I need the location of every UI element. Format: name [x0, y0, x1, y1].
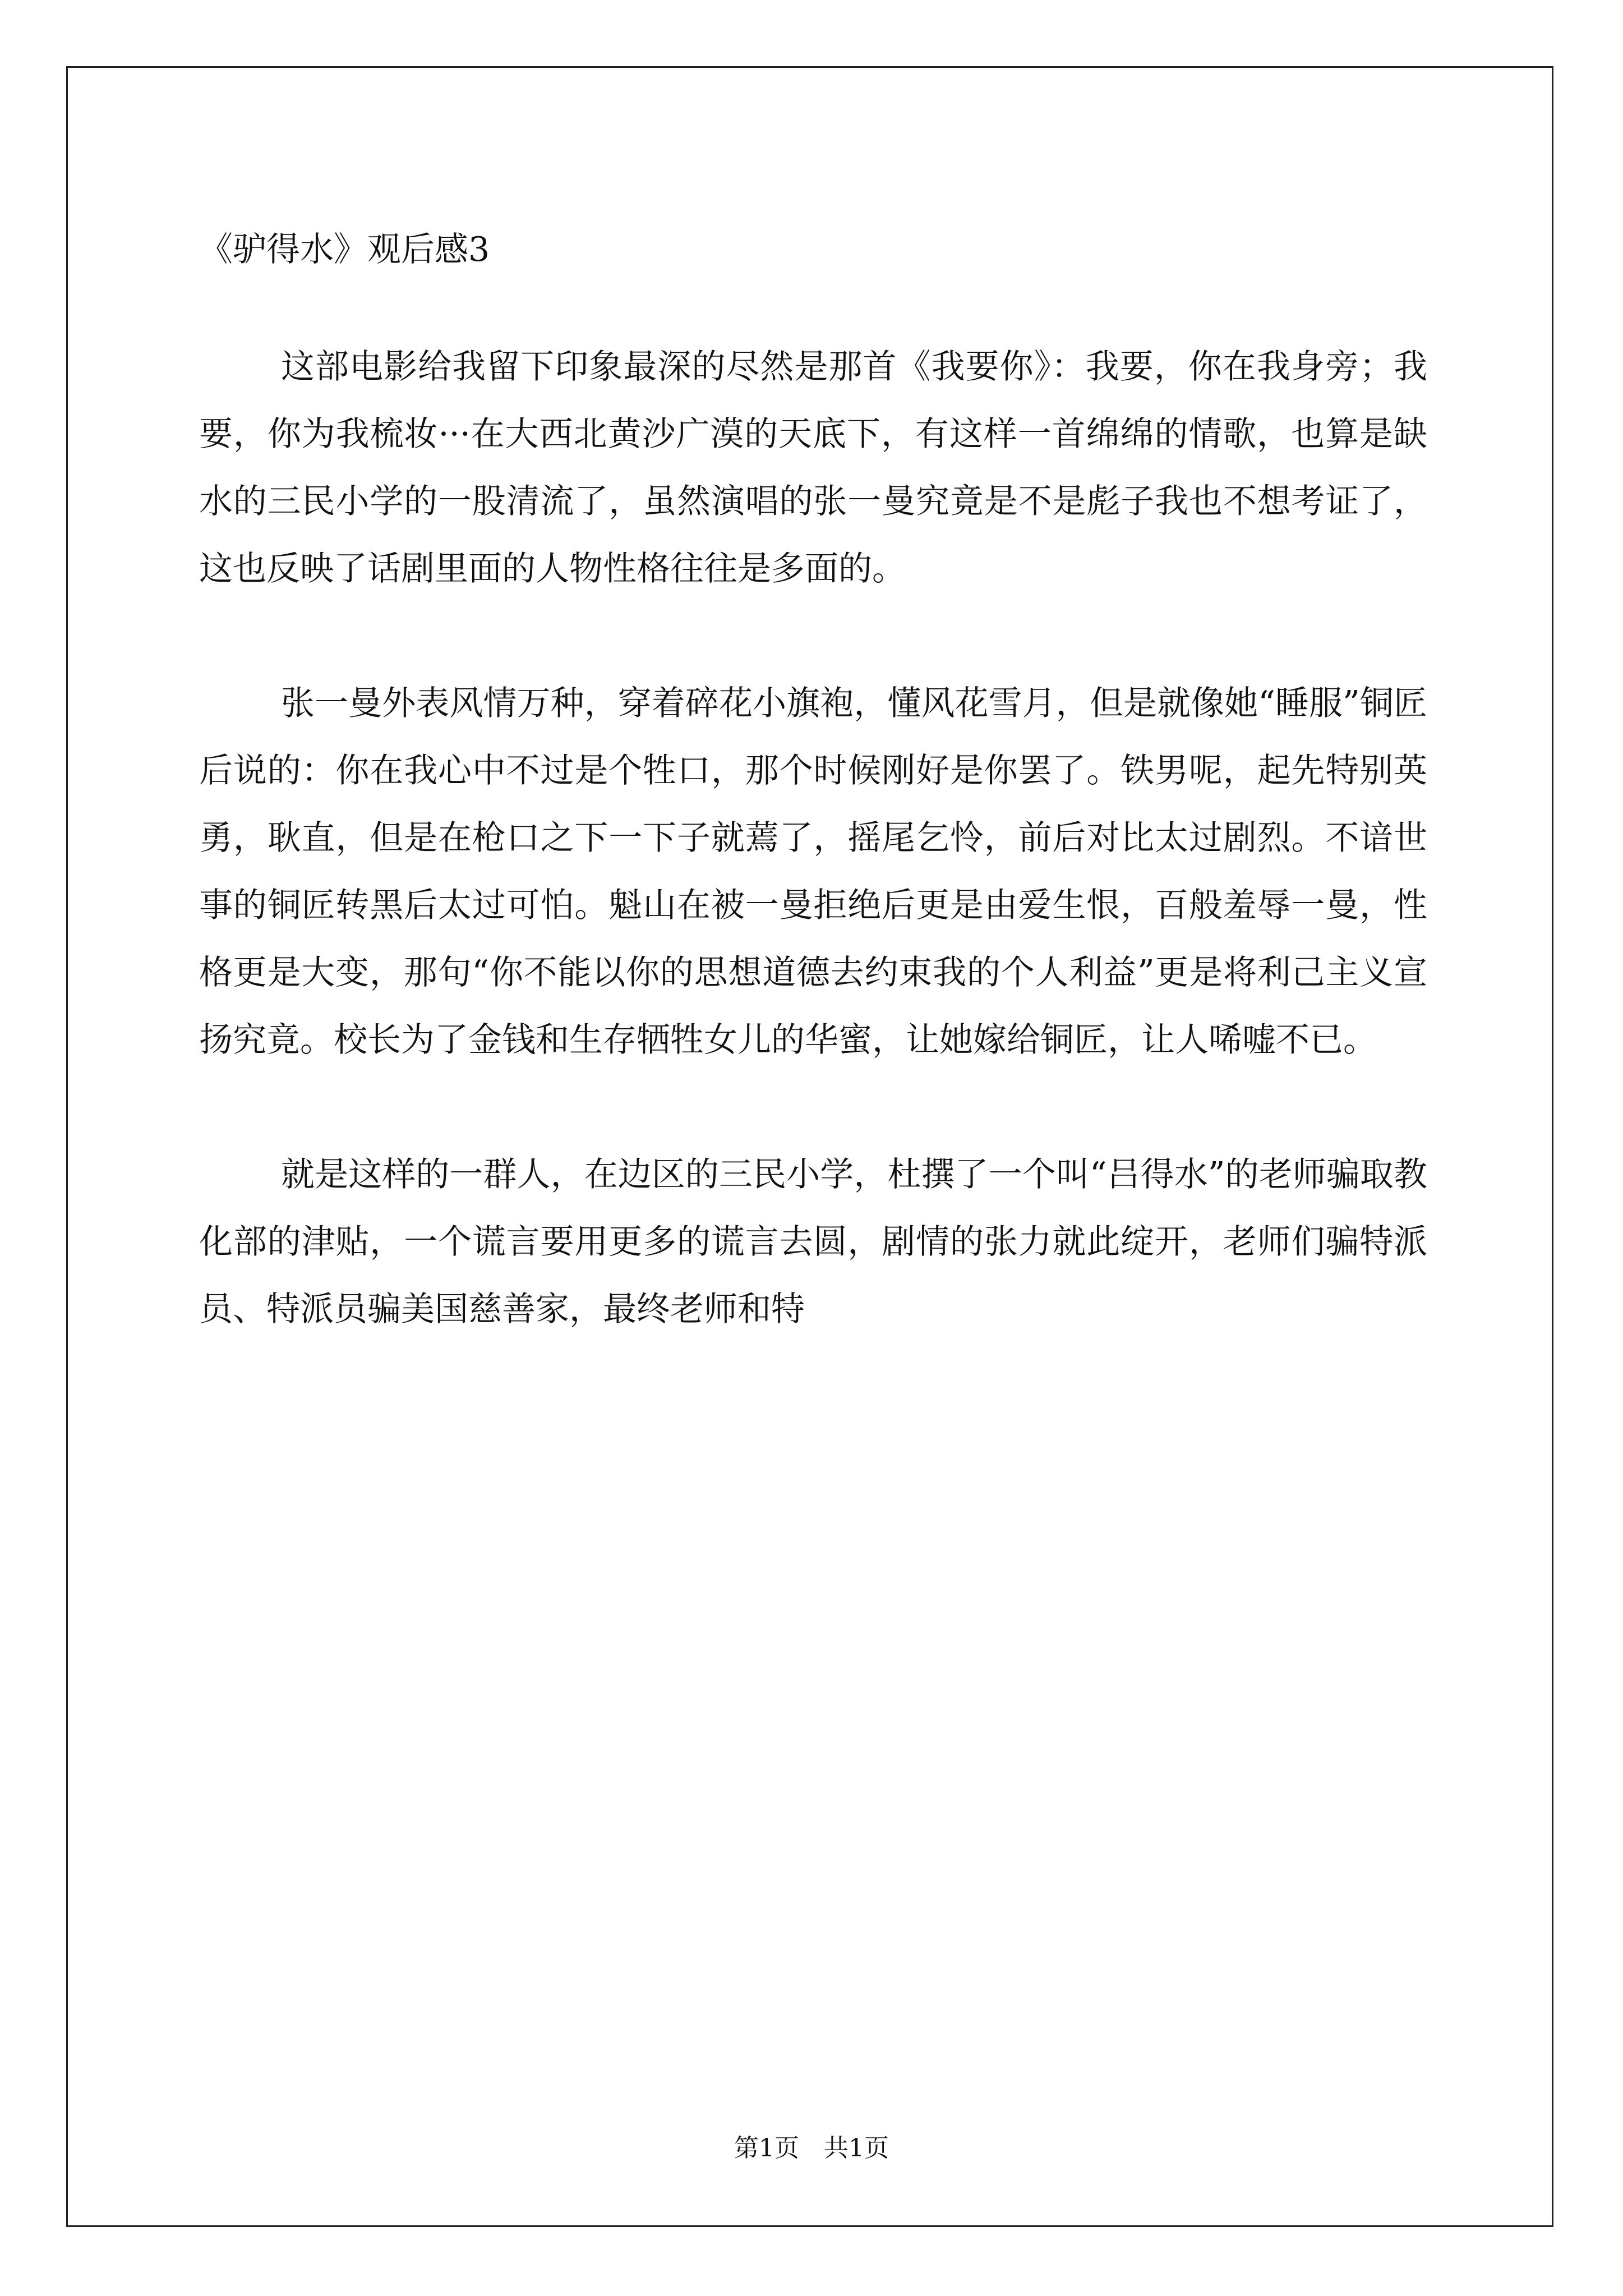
- paragraph-1: 这部电影给我留下印象最深的尽然是那首《我要你》：我要，你在我身旁；我要，你为我梳妆···在大西北黄沙广漠的天底下，有这样一首绵绵的情歌，也算是缺水的三民小学的一股清流了，虽然演唱的张一曼究竟是不是彪子我也不想考证了，这也反映了话剧里面的人物性格往往是多面的。: [199, 347, 1427, 588]
- page-footer: 第1页 共1页: [734, 2134, 889, 2162]
- document-body: [199, 333, 1427, 1410]
- paragraph-3: 就是这样的一群人，在边区的三民小学，杜撰了一个叫“吕得水”的老师骗取教化部的津贴，一个谎言要用更多的谎言去圆，剧情的张力就此绽开，老师们骗特派员、特派员骗美国慈善家，最终老师和特: [199, 1155, 1427, 1329]
- document-title: 《驴得水》观后感3: [199, 230, 490, 269]
- paragraph-2: 张一曼外表风情万种，穿着碎花小旗袍，懂风花雪月，但是就像她“睡服”铜匠后说的：你在我心中不过是个牲口，那个时候刚好是你罢了。铁男呢，起先特别英勇，耿直，但是在枪口之下一下子就蔫了，摇尾乞怜，前后对比太过剧烈。不谙世事的铜匠转黑后太过可怕。魁山在被一曼拒绝后更是由爱生恨，百般羞辱一曼，性格更是大变，那句“你不能以你的思想道德去约束我的个人利益”更是将利己主义宣扬究竟。校长为了金钱和生存牺牲女儿的华蜜，让她嫁给铜匠，让人唏嘘不已。: [199, 684, 1427, 1060]
